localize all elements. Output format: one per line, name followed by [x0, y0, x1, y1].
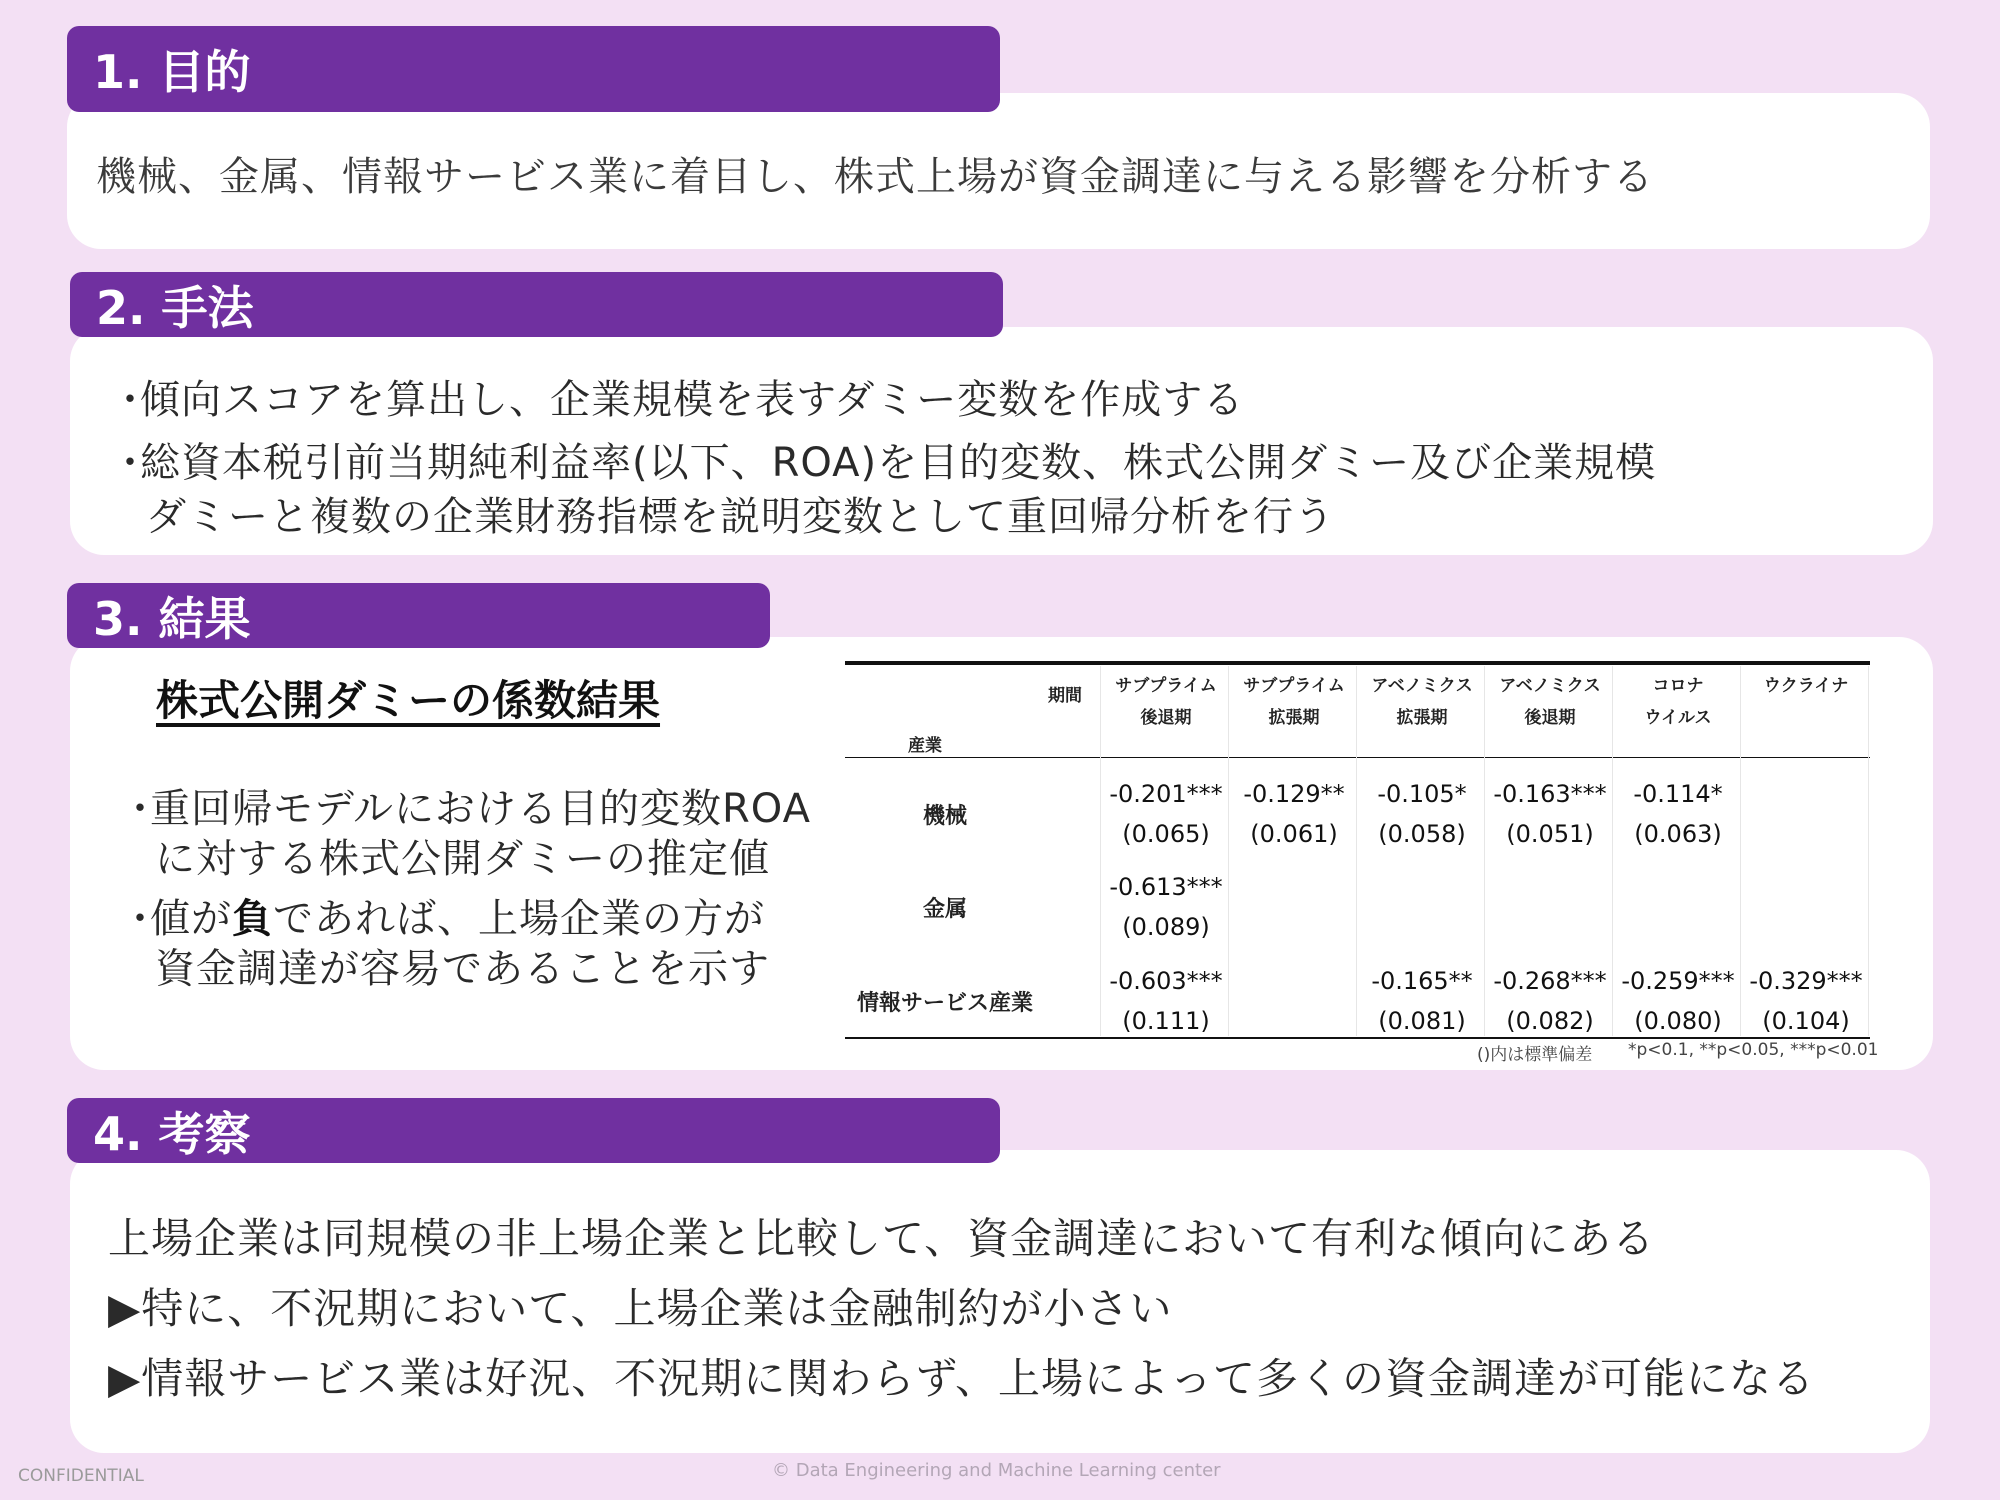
- results-bullet-2: [120, 887, 765, 944]
- table-cell-coefficient: -0.613***: [1109, 873, 1223, 901]
- table-column-header: 後退期: [1140, 708, 1192, 728]
- table-cell-standard-error: (0.058): [1378, 820, 1466, 848]
- table-cell-coefficient: -0.259***: [1621, 967, 1735, 995]
- table-cell-standard-error: (0.111): [1122, 1007, 1210, 1035]
- table-column-header: サブプライム: [1243, 676, 1345, 696]
- bullet-dot: ・: [110, 440, 151, 486]
- table-cell-coefficient: -0.165**: [1371, 967, 1473, 995]
- table-column-header: サブプライム: [1115, 676, 1217, 696]
- table-column-header: 拡張期: [1268, 708, 1320, 728]
- table-column-header: ウイルス: [1644, 708, 1712, 728]
- table-cell-standard-error: (0.065): [1122, 820, 1210, 848]
- table-column-header: アベノミクス: [1371, 676, 1473, 696]
- table-cell-standard-error: (0.089): [1122, 913, 1210, 941]
- results-bullet-1: [120, 777, 811, 834]
- results-bullet-1-cont: に対する株式公開ダミーの推定値: [155, 836, 770, 882]
- table-corner-industry: 産業: [908, 736, 942, 756]
- table-row-label: 機械: [922, 804, 967, 829]
- table-column-header: 後退期: [1524, 708, 1576, 728]
- table-cell-standard-error: (0.063): [1634, 820, 1722, 848]
- discussion-line-1: 上場企業は同規模の非上場企業と比較して、資金調達において有利な傾向にある: [108, 1214, 1656, 1263]
- table-header-rule: [845, 757, 1870, 758]
- table-top-rule: [845, 661, 1870, 665]
- table-column-header: ウクライナ: [1763, 676, 1849, 696]
- purpose-text: 機械、金属、情報サービス業に着目し、株式上場が資金調達に与える影響を分析する: [96, 154, 1654, 200]
- results-bullet-2-bold: 負: [232, 896, 273, 942]
- purpose-heading: 1. 目的: [67, 26, 1000, 112]
- table-cell-standard-error: (0.061): [1250, 820, 1338, 848]
- method-heading: 2. 手法: [70, 272, 1003, 337]
- results-bullet-2-post: であれば、上場企業の方が: [273, 896, 765, 942]
- bullet-dot: ・: [110, 377, 151, 423]
- results-subtitle: 株式公開ダミーの係数結果: [156, 676, 661, 725]
- discussion-line-3: ▶情報サービス業は好況、不況期に関わらず、上場によって多くの資金調達が可能になる: [108, 1354, 1815, 1403]
- table-row-label: 金属: [922, 897, 967, 922]
- table-note-se: ()内は標準偏差: [1477, 1045, 1593, 1065]
- method-bullet-2: [110, 431, 1656, 488]
- table-note-significance: *p<0.1, **p<0.05, ***p<0.01: [1628, 1040, 1879, 1060]
- table-cell-coefficient: -0.603***: [1109, 967, 1223, 995]
- table-cell-standard-error: (0.080): [1634, 1007, 1722, 1035]
- results-table: [845, 660, 1879, 1065]
- table-column-header: アベノミクス: [1499, 676, 1601, 696]
- table-column-header: コロナ: [1652, 676, 1704, 696]
- table-cell-coefficient: -0.268***: [1493, 967, 1607, 995]
- bullet-dot: ・: [120, 896, 161, 942]
- table-cell-standard-error: (0.082): [1506, 1007, 1594, 1035]
- results-bullet-2-pre: 値が: [150, 896, 232, 942]
- table-column-separator: [1100, 666, 1101, 1036]
- table-cell-coefficient: -0.114*: [1633, 780, 1723, 808]
- results-bullet-2-cont: 資金調達が容易であることを示す: [155, 946, 770, 992]
- table-cell-standard-error: (0.104): [1762, 1007, 1850, 1035]
- footer-copyright: © Data Engineering and Machine Learning center: [772, 1460, 1221, 1481]
- table-cell-coefficient: -0.329***: [1749, 967, 1863, 995]
- bullet-dot: ・: [120, 786, 161, 832]
- table-row-label: 情報サービス産業: [856, 991, 1033, 1016]
- table-corner-period: 期間: [1048, 686, 1082, 706]
- table-cell-standard-error: (0.081): [1378, 1007, 1466, 1035]
- footer-confidential: CONFIDENTIAL: [18, 1466, 144, 1486]
- table-cell-coefficient: -0.201***: [1109, 780, 1223, 808]
- table-cell-standard-error: (0.051): [1506, 820, 1594, 848]
- results-heading: 3. 結果: [67, 583, 770, 648]
- results-bullet-1-text: 重回帰モデルにおける目的変数ROA: [150, 786, 811, 832]
- method-bullet-2-cont: ダミーと複数の企業財務指標を説明変数として重回帰分析を行う: [146, 494, 1335, 540]
- table-cell-coefficient: -0.163***: [1493, 780, 1607, 808]
- table-column-header: 拡張期: [1396, 708, 1448, 728]
- discussion-line-2: ▶特に、不況期において、上場企業は金融制約が小さい: [108, 1284, 1173, 1333]
- method-bullet-1-text: 傾向スコアを算出し、企業規模を表すダミー変数を作成する: [140, 377, 1245, 423]
- table-cell-coefficient: -0.105*: [1377, 780, 1467, 808]
- method-bullet-2-text: 総資本税引前当期純利益率(以下、ROA)を目的変数、株式公開ダミー及び企業規模: [140, 440, 1657, 486]
- method-bullet-1: [110, 368, 1244, 425]
- table-cell-coefficient: -0.129**: [1243, 780, 1345, 808]
- discussion-heading: 4. 考察: [67, 1098, 1000, 1163]
